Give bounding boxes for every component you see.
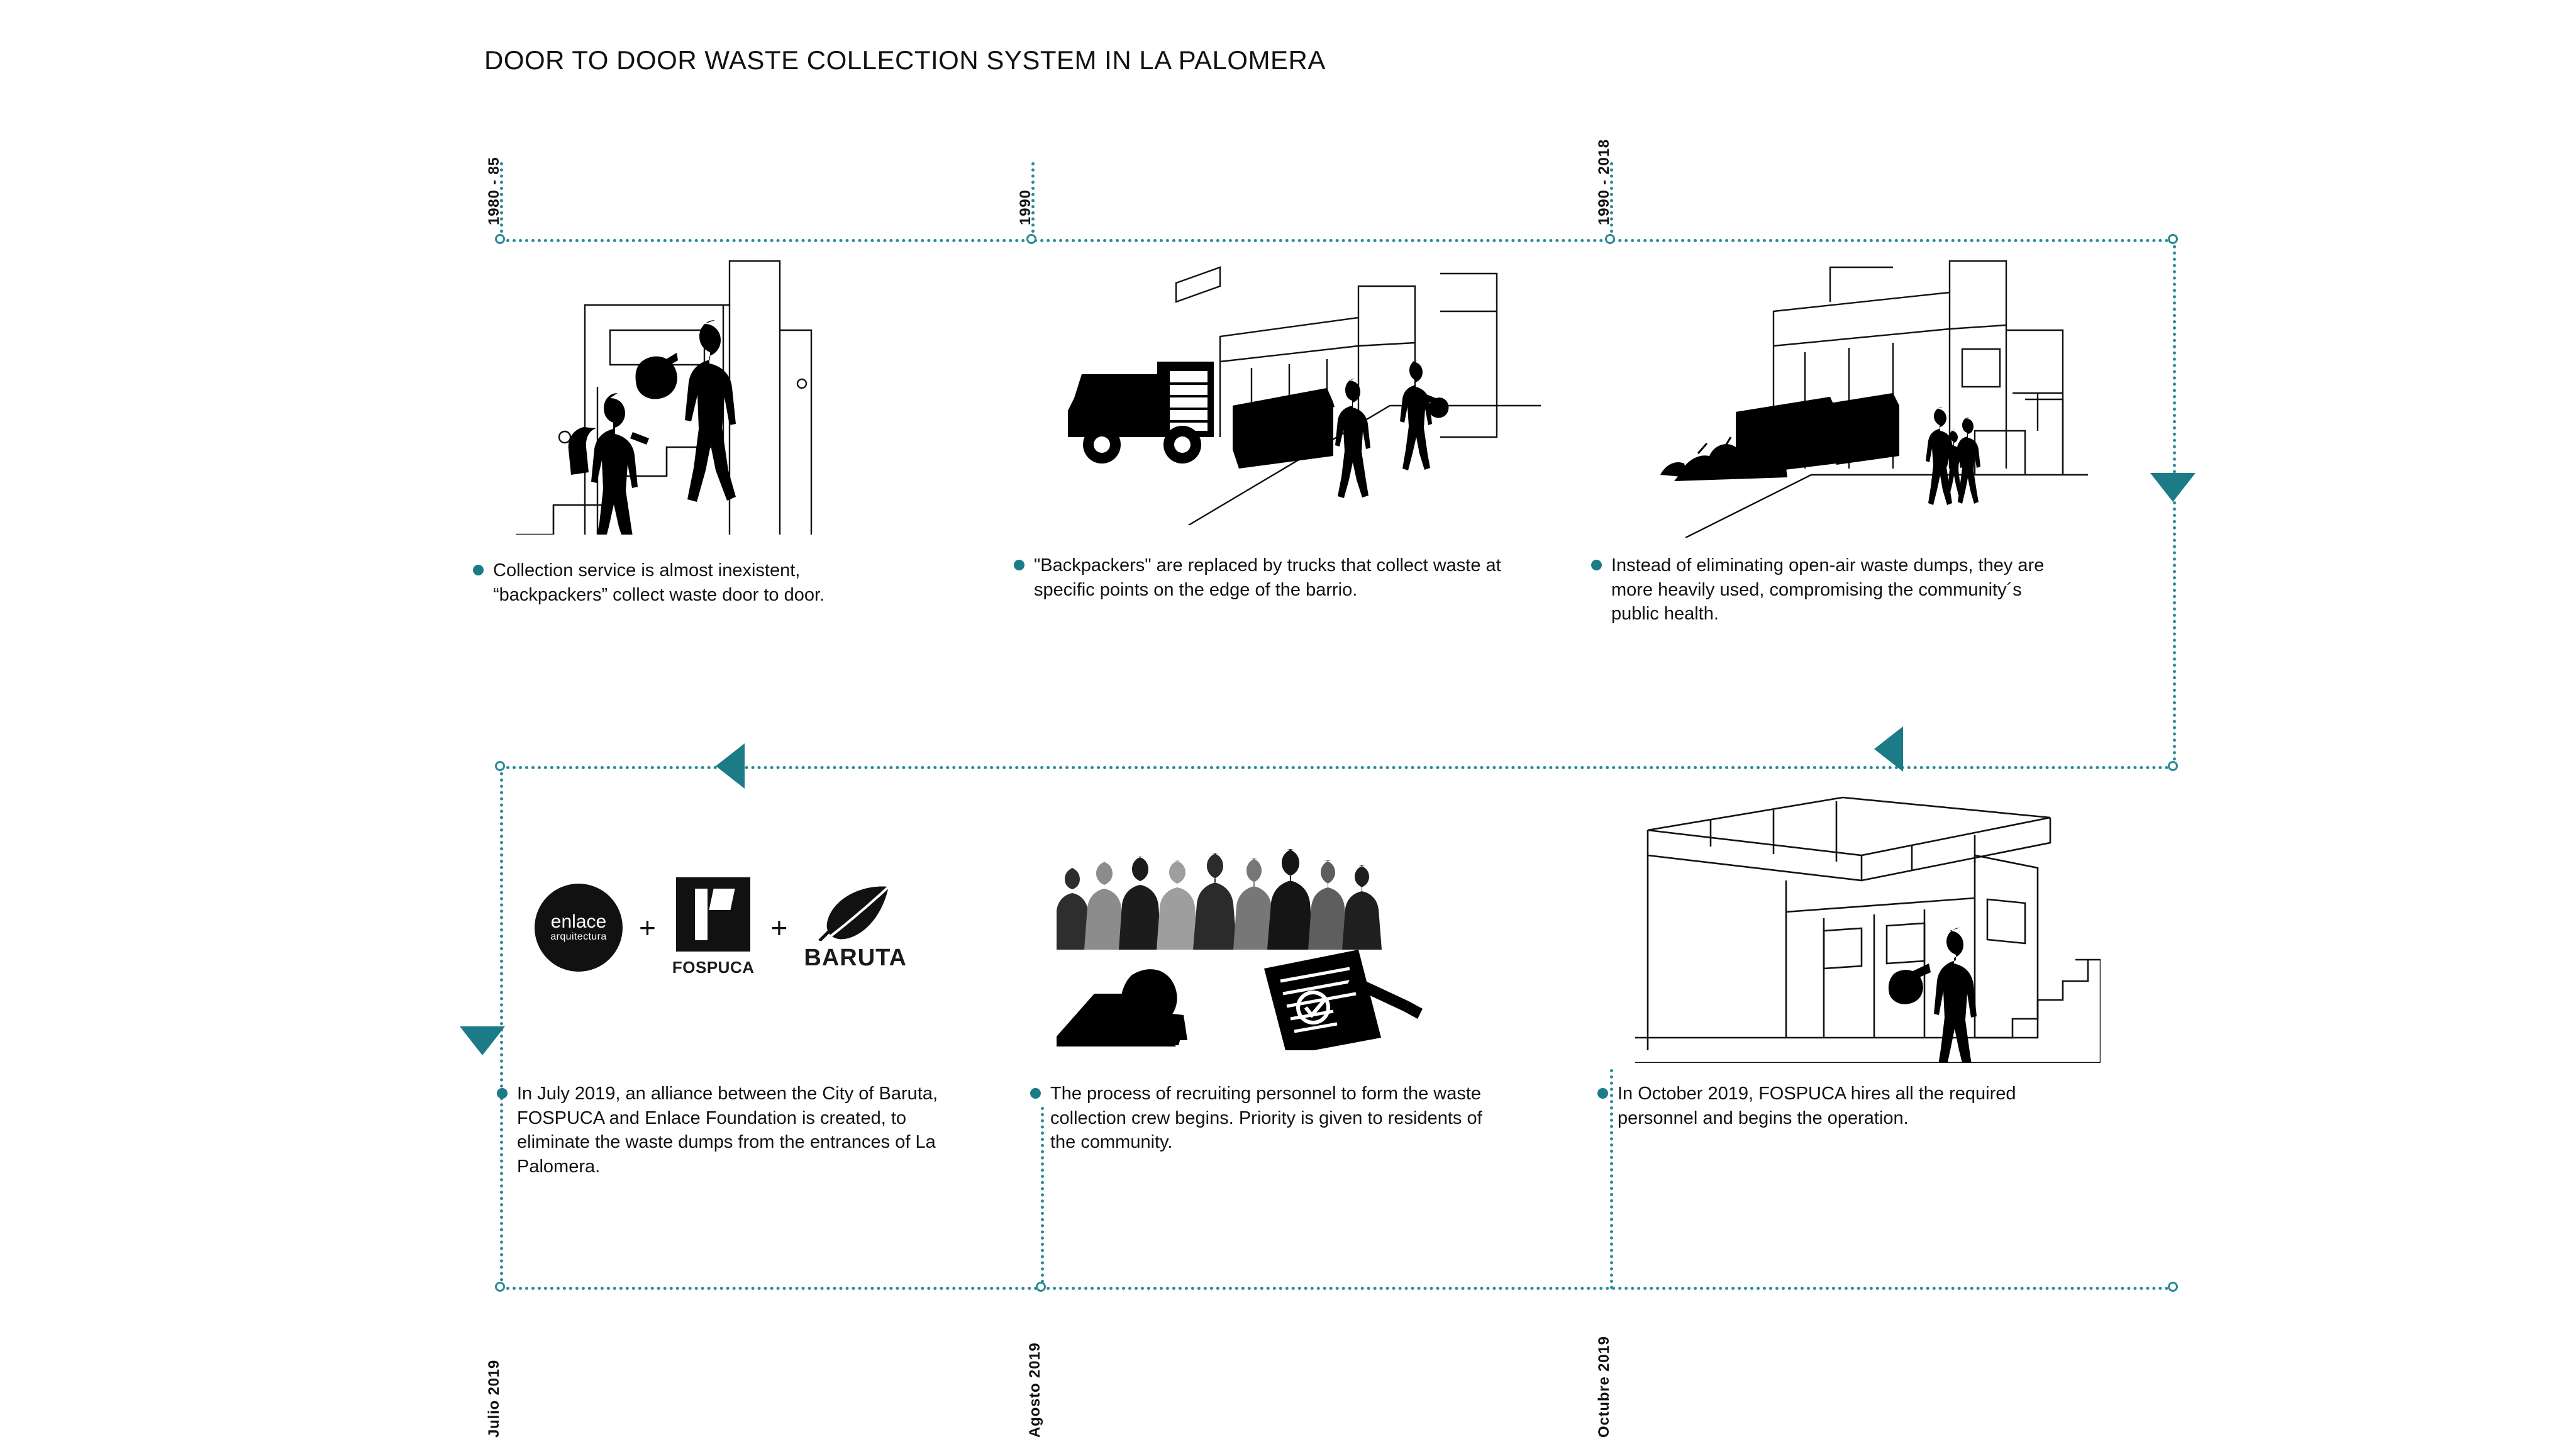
year-label-1980-85: 1980 - 85 xyxy=(486,157,502,225)
node-dot-1990 xyxy=(1026,234,1036,244)
year-label-agosto-2019: Agosto 2019 xyxy=(1026,1342,1043,1438)
arrow-left-middle-b xyxy=(1874,726,1903,772)
fospuca-logo-name: FOSPUCA xyxy=(672,958,755,977)
node-dot-start xyxy=(495,234,505,244)
node-dot-bottom-left xyxy=(495,1282,505,1292)
timeline-rail-bottom xyxy=(500,1287,2176,1290)
year-label-octubre-2019: Octubre 2019 xyxy=(1596,1336,1613,1438)
fospuca-logo xyxy=(672,877,755,977)
fospuca-mark-icon xyxy=(676,877,750,952)
enlace-logo-line2: arquitectura xyxy=(550,931,607,942)
plus-sign-2: + xyxy=(770,911,788,944)
timeline-rail-right-vertical xyxy=(2173,239,2176,767)
node-dot-bottom-right xyxy=(2168,1282,2178,1292)
house-operation-illustration xyxy=(1635,786,2101,1063)
leaf-icon xyxy=(814,883,896,941)
partner-logos xyxy=(535,877,907,977)
arrow-left-middle-a xyxy=(716,743,745,789)
year-label-1990-2018: 1990 - 2018 xyxy=(1596,139,1613,225)
caption-agosto-2019: The process of recruiting personnel to form the waste collection crew begins. Priority is given to residents of the community. xyxy=(1030,1082,1508,1155)
baruta-logo-name: BARUTA xyxy=(804,945,907,971)
node-dot-1990-2018 xyxy=(1605,234,1615,244)
caption-1990: "Backpackers" are replaced by trucks that collect waste at specific points on the edge of the barrio. xyxy=(1014,553,1517,602)
baruta-logo xyxy=(804,883,907,972)
caption-1990-2018: Instead of eliminating open-air waste dumps, they are more heavily used, compromising the community´s public health. xyxy=(1591,553,2069,626)
caption-bullet xyxy=(497,1088,508,1099)
backpackers-stairs-illustration xyxy=(516,248,868,535)
arrow-down-right xyxy=(2150,473,2196,502)
caption-julio-2019: In July 2019, an alliance between the City of Baruta, FOSPUCA and Enlace Foundation is created, to eliminate the waste dumps from the entrances of La Palomera. xyxy=(497,1082,950,1179)
year-label-julio-2019: Julio 2019 xyxy=(486,1359,502,1438)
recruiting-illustration xyxy=(1057,786,1497,1050)
enlace-arquitectura-logo xyxy=(535,884,623,972)
page-title: DOOR TO DOOR WASTE COLLECTION SYSTEM IN LA PALOMERA xyxy=(484,45,1326,75)
node-dot-mid-right xyxy=(2168,761,2178,771)
caption-bullet xyxy=(473,565,484,575)
timeline-rail-middle xyxy=(500,766,2176,769)
garbage-truck-illustration xyxy=(1063,248,1541,525)
node-dot-bottom-agosto xyxy=(1036,1282,1046,1292)
caption-bullet xyxy=(1014,560,1024,570)
plus-sign-1: + xyxy=(639,911,656,944)
caption-octubre-2019: In October 2019, FOSPUCA hires all the required personnel and begins the operation. xyxy=(1597,1082,2075,1130)
enlace-logo-line1: enlace xyxy=(550,911,607,933)
caption-bullet xyxy=(1591,560,1602,570)
caption-bullet xyxy=(1597,1088,1608,1099)
year-label-1990: 1990 xyxy=(1017,189,1034,225)
arrow-down-left xyxy=(460,1026,505,1055)
open-air-dump-illustration xyxy=(1623,242,2088,538)
caption-bullet xyxy=(1030,1088,1041,1099)
node-dot-top-right xyxy=(2168,234,2178,244)
node-dot-mid-left xyxy=(495,761,505,771)
caption-1980-85: Collection service is almost inexistent, “backpackers” collect waste door to door. xyxy=(473,558,907,607)
